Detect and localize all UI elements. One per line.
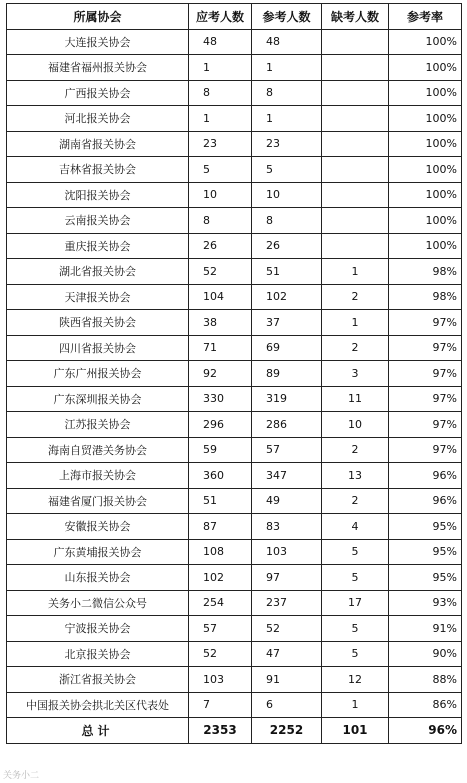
table-row bbox=[7, 233, 462, 259]
cell-expected: 104 bbox=[189, 284, 252, 310]
cell-absent: 5 bbox=[322, 565, 389, 591]
table-row bbox=[7, 590, 462, 616]
table-row bbox=[7, 29, 462, 55]
cell-association: 河北报关协会 bbox=[7, 106, 189, 132]
cell-rate: 93% bbox=[389, 590, 462, 616]
cell-expected: 23 bbox=[189, 131, 252, 157]
cell-rate: 91% bbox=[389, 616, 462, 642]
table-row bbox=[7, 565, 462, 591]
cell-absent: 5 bbox=[322, 539, 389, 565]
cell-expected: 296 bbox=[189, 412, 252, 438]
cell-absent: 2 bbox=[322, 437, 389, 463]
header-association: 所属协会 bbox=[7, 4, 189, 30]
cell-association: 中国报关协会拱北关区代表处 bbox=[7, 692, 189, 718]
table-body bbox=[7, 29, 462, 718]
table-row bbox=[7, 182, 462, 208]
cell-attended: 89 bbox=[252, 361, 322, 387]
cell-association: 宁波报关协会 bbox=[7, 616, 189, 642]
cell-association: 重庆报关协会 bbox=[7, 233, 189, 259]
cell-absent: 3 bbox=[322, 361, 389, 387]
cell-attended: 26 bbox=[252, 233, 322, 259]
table-row bbox=[7, 667, 462, 693]
cell-attended: 52 bbox=[252, 616, 322, 642]
cell-expected: 254 bbox=[189, 590, 252, 616]
cell-attended: 91 bbox=[252, 667, 322, 693]
cell-expected: 7 bbox=[189, 692, 252, 718]
cell-expected: 92 bbox=[189, 361, 252, 387]
cell-attended: 319 bbox=[252, 386, 322, 412]
cell-attended: 97 bbox=[252, 565, 322, 591]
cell-association: 山东报关协会 bbox=[7, 565, 189, 591]
cell-attended: 48 bbox=[252, 29, 322, 55]
cell-absent bbox=[322, 29, 389, 55]
cell-expected: 1 bbox=[189, 55, 252, 81]
table-row bbox=[7, 310, 462, 336]
table-row bbox=[7, 80, 462, 106]
total-rate: 96% bbox=[389, 718, 462, 744]
cell-rate: 88% bbox=[389, 667, 462, 693]
table-row bbox=[7, 641, 462, 667]
cell-association: 海南自贸港关务协会 bbox=[7, 437, 189, 463]
cell-association: 云南报关协会 bbox=[7, 208, 189, 234]
cell-expected: 71 bbox=[189, 335, 252, 361]
table-row bbox=[7, 437, 462, 463]
cell-absent: 1 bbox=[322, 692, 389, 718]
cell-expected: 8 bbox=[189, 208, 252, 234]
cell-attended: 69 bbox=[252, 335, 322, 361]
cell-attended: 23 bbox=[252, 131, 322, 157]
cell-rate: 95% bbox=[389, 514, 462, 540]
cell-absent: 10 bbox=[322, 412, 389, 438]
cell-absent bbox=[322, 182, 389, 208]
cell-association: 福建省福州报关协会 bbox=[7, 55, 189, 81]
cell-association: 陕西省报关协会 bbox=[7, 310, 189, 336]
cell-rate: 95% bbox=[389, 539, 462, 565]
cell-association: 大连报关协会 bbox=[7, 29, 189, 55]
cell-rate: 100% bbox=[389, 29, 462, 55]
cell-absent: 1 bbox=[322, 310, 389, 336]
cell-expected: 330 bbox=[189, 386, 252, 412]
cell-absent: 11 bbox=[322, 386, 389, 412]
cell-attended: 57 bbox=[252, 437, 322, 463]
cell-association: 广东黄埔报关协会 bbox=[7, 539, 189, 565]
cell-expected: 8 bbox=[189, 80, 252, 106]
table-row bbox=[7, 361, 462, 387]
cell-attended: 37 bbox=[252, 310, 322, 336]
table-row bbox=[7, 463, 462, 489]
cell-rate: 100% bbox=[389, 80, 462, 106]
cell-expected: 103 bbox=[189, 667, 252, 693]
cell-rate: 97% bbox=[389, 386, 462, 412]
cell-absent bbox=[322, 55, 389, 81]
total-attended: 2252 bbox=[252, 718, 322, 744]
cell-rate: 97% bbox=[389, 310, 462, 336]
cell-association: 上海市报关协会 bbox=[7, 463, 189, 489]
table-row bbox=[7, 106, 462, 132]
cell-attended: 6 bbox=[252, 692, 322, 718]
cell-attended: 103 bbox=[252, 539, 322, 565]
cell-absent bbox=[322, 80, 389, 106]
table-row bbox=[7, 514, 462, 540]
cell-rate: 100% bbox=[389, 106, 462, 132]
cell-attended: 1 bbox=[252, 55, 322, 81]
cell-expected: 52 bbox=[189, 259, 252, 285]
cell-expected: 5 bbox=[189, 157, 252, 183]
table-row bbox=[7, 539, 462, 565]
cell-absent bbox=[322, 208, 389, 234]
cell-expected: 59 bbox=[189, 437, 252, 463]
total-expected: 2353 bbox=[189, 718, 252, 744]
cell-rate: 98% bbox=[389, 284, 462, 310]
cell-rate: 100% bbox=[389, 157, 462, 183]
cell-expected: 52 bbox=[189, 641, 252, 667]
cell-association: 福建省厦门报关协会 bbox=[7, 488, 189, 514]
cell-absent: 5 bbox=[322, 616, 389, 642]
cell-attended: 10 bbox=[252, 182, 322, 208]
table-row bbox=[7, 157, 462, 183]
table-row bbox=[7, 284, 462, 310]
header-attended: 参考人数 bbox=[252, 4, 322, 30]
cell-expected: 57 bbox=[189, 616, 252, 642]
cell-association: 沈阳报关协会 bbox=[7, 182, 189, 208]
cell-association: 广东广州报关协会 bbox=[7, 361, 189, 387]
cell-absent: 2 bbox=[322, 284, 389, 310]
cell-rate: 96% bbox=[389, 463, 462, 489]
header-row bbox=[7, 4, 462, 30]
cell-association: 浙江省报关协会 bbox=[7, 667, 189, 693]
cell-association: 四川省报关协会 bbox=[7, 335, 189, 361]
cell-attended: 102 bbox=[252, 284, 322, 310]
cell-absent bbox=[322, 106, 389, 132]
cell-association: 江苏报关协会 bbox=[7, 412, 189, 438]
cell-rate: 100% bbox=[389, 208, 462, 234]
cell-attended: 286 bbox=[252, 412, 322, 438]
cell-absent: 2 bbox=[322, 488, 389, 514]
cell-rate: 97% bbox=[389, 335, 462, 361]
cell-expected: 51 bbox=[189, 488, 252, 514]
cell-expected: 48 bbox=[189, 29, 252, 55]
header-rate: 参考率 bbox=[389, 4, 462, 30]
table-row bbox=[7, 692, 462, 718]
cell-association: 天津报关协会 bbox=[7, 284, 189, 310]
cell-absent: 1 bbox=[322, 259, 389, 285]
cell-rate: 97% bbox=[389, 437, 462, 463]
cell-rate: 98% bbox=[389, 259, 462, 285]
cell-rate: 100% bbox=[389, 233, 462, 259]
cell-rate: 97% bbox=[389, 361, 462, 387]
cell-association: 广东深圳报关协会 bbox=[7, 386, 189, 412]
cell-rate: 100% bbox=[389, 182, 462, 208]
cell-absent bbox=[322, 233, 389, 259]
cell-expected: 26 bbox=[189, 233, 252, 259]
cell-expected: 360 bbox=[189, 463, 252, 489]
cell-absent: 4 bbox=[322, 514, 389, 540]
cell-expected: 102 bbox=[189, 565, 252, 591]
cell-expected: 38 bbox=[189, 310, 252, 336]
cell-rate: 100% bbox=[389, 55, 462, 81]
cell-expected: 10 bbox=[189, 182, 252, 208]
table-row bbox=[7, 616, 462, 642]
table-row bbox=[7, 208, 462, 234]
cell-association: 安徽报关协会 bbox=[7, 514, 189, 540]
total-absent: 101 bbox=[322, 718, 389, 744]
header-absent: 缺考人数 bbox=[322, 4, 389, 30]
table-row bbox=[7, 55, 462, 81]
table-row bbox=[7, 131, 462, 157]
header-expected: 应考人数 bbox=[189, 4, 252, 30]
total-row bbox=[7, 718, 462, 744]
watermark: 关务小二 bbox=[3, 771, 40, 781]
cell-attended: 83 bbox=[252, 514, 322, 540]
table-row bbox=[7, 488, 462, 514]
cell-attended: 1 bbox=[252, 106, 322, 132]
total-label: 总计 bbox=[7, 718, 189, 744]
cell-absent bbox=[322, 157, 389, 183]
cell-absent: 13 bbox=[322, 463, 389, 489]
cell-rate: 95% bbox=[389, 565, 462, 591]
cell-absent: 2 bbox=[322, 335, 389, 361]
cell-attended: 347 bbox=[252, 463, 322, 489]
cell-expected: 108 bbox=[189, 539, 252, 565]
cell-absent: 12 bbox=[322, 667, 389, 693]
cell-attended: 47 bbox=[252, 641, 322, 667]
cell-association: 湖北省报关协会 bbox=[7, 259, 189, 285]
cell-attended: 8 bbox=[252, 80, 322, 106]
cell-absent bbox=[322, 131, 389, 157]
cell-rate: 86% bbox=[389, 692, 462, 718]
table-row bbox=[7, 386, 462, 412]
cell-absent: 5 bbox=[322, 641, 389, 667]
cell-rate: 97% bbox=[389, 412, 462, 438]
exam-attendance-table bbox=[6, 3, 462, 744]
table-row bbox=[7, 259, 462, 285]
cell-association: 广西报关协会 bbox=[7, 80, 189, 106]
cell-rate: 96% bbox=[389, 488, 462, 514]
cell-rate: 100% bbox=[389, 131, 462, 157]
cell-expected: 1 bbox=[189, 106, 252, 132]
cell-attended: 5 bbox=[252, 157, 322, 183]
cell-attended: 8 bbox=[252, 208, 322, 234]
table-row bbox=[7, 412, 462, 438]
cell-absent: 17 bbox=[322, 590, 389, 616]
cell-association: 湖南省报关协会 bbox=[7, 131, 189, 157]
cell-association: 北京报关协会 bbox=[7, 641, 189, 667]
table-row bbox=[7, 335, 462, 361]
cell-attended: 49 bbox=[252, 488, 322, 514]
cell-expected: 87 bbox=[189, 514, 252, 540]
cell-attended: 51 bbox=[252, 259, 322, 285]
cell-association: 吉林省报关协会 bbox=[7, 157, 189, 183]
cell-association: 关务小二微信公众号 bbox=[7, 590, 189, 616]
cell-attended: 237 bbox=[252, 590, 322, 616]
cell-rate: 90% bbox=[389, 641, 462, 667]
